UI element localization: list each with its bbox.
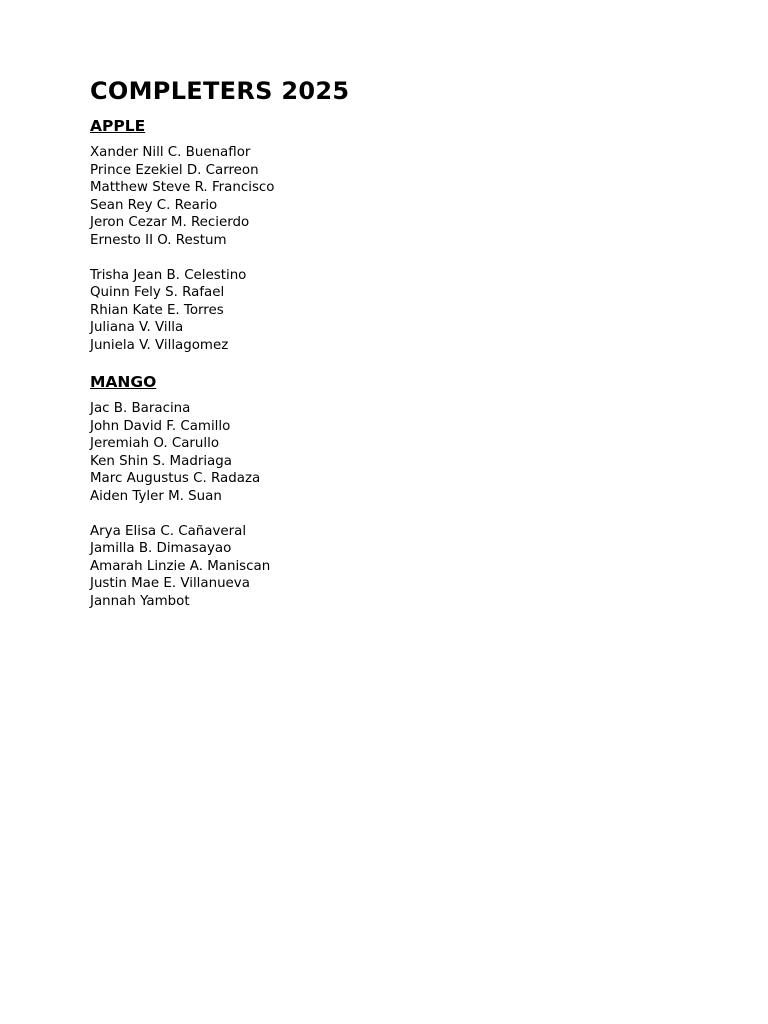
list-item: Aiden Tyler M. Suan <box>90 488 222 504</box>
group-spacer <box>90 249 730 267</box>
document-page <box>90 76 730 610</box>
list-item: Amarah Linzie A. Maniscan <box>90 558 271 574</box>
list-item: Rhian Kate E. Torres <box>90 302 224 318</box>
name-group <box>90 523 730 611</box>
section-mango <box>90 372 730 610</box>
section-apple <box>90 116 730 354</box>
section-heading: APPLE <box>90 117 146 135</box>
name-group <box>90 267 730 355</box>
list-item: Xander Nill C. Buenaflor <box>90 145 251 160</box>
list-item: John David F. Camillo <box>90 418 231 434</box>
document-title: COMPLETERS 2025 <box>90 77 350 105</box>
section-heading: MANGO <box>90 373 157 391</box>
list-item: Trisha Jean B. Celestino <box>90 267 247 283</box>
name-group <box>90 400 730 505</box>
list-item: Justin Mae E. Villanueva <box>90 576 250 591</box>
list-item: Jeron Cezar M. Recierdo <box>90 215 250 230</box>
list-item: Prince Ezekiel D. Carreon <box>90 162 259 178</box>
group-spacer <box>90 505 730 523</box>
list-item: Jamilla B. Dimasayao <box>90 541 232 556</box>
list-item: Jac B. Baracina <box>90 401 191 416</box>
list-item: Ken Shin S. Madriaga <box>90 453 232 469</box>
list-item: Matthew Steve R. Francisco <box>90 180 275 195</box>
list-item: Sean Rey C. Reario <box>90 197 218 213</box>
list-item: Jeremiah O. Carullo <box>90 436 220 451</box>
list-item: Marc Augustus C. Radaza <box>90 471 261 486</box>
list-item: Ernesto II O. Restum <box>90 232 227 248</box>
section-spacer <box>90 354 730 372</box>
name-group <box>90 144 730 249</box>
list-item: Quinn Fely S. Rafael <box>90 285 225 300</box>
list-item: Juniela V. Villagomez <box>90 337 229 353</box>
list-item: Arya Elisa C. Cañaveral <box>90 523 247 539</box>
list-item: Juliana V. Villa <box>90 320 184 335</box>
list-item: Jannah Yambot <box>90 593 190 609</box>
